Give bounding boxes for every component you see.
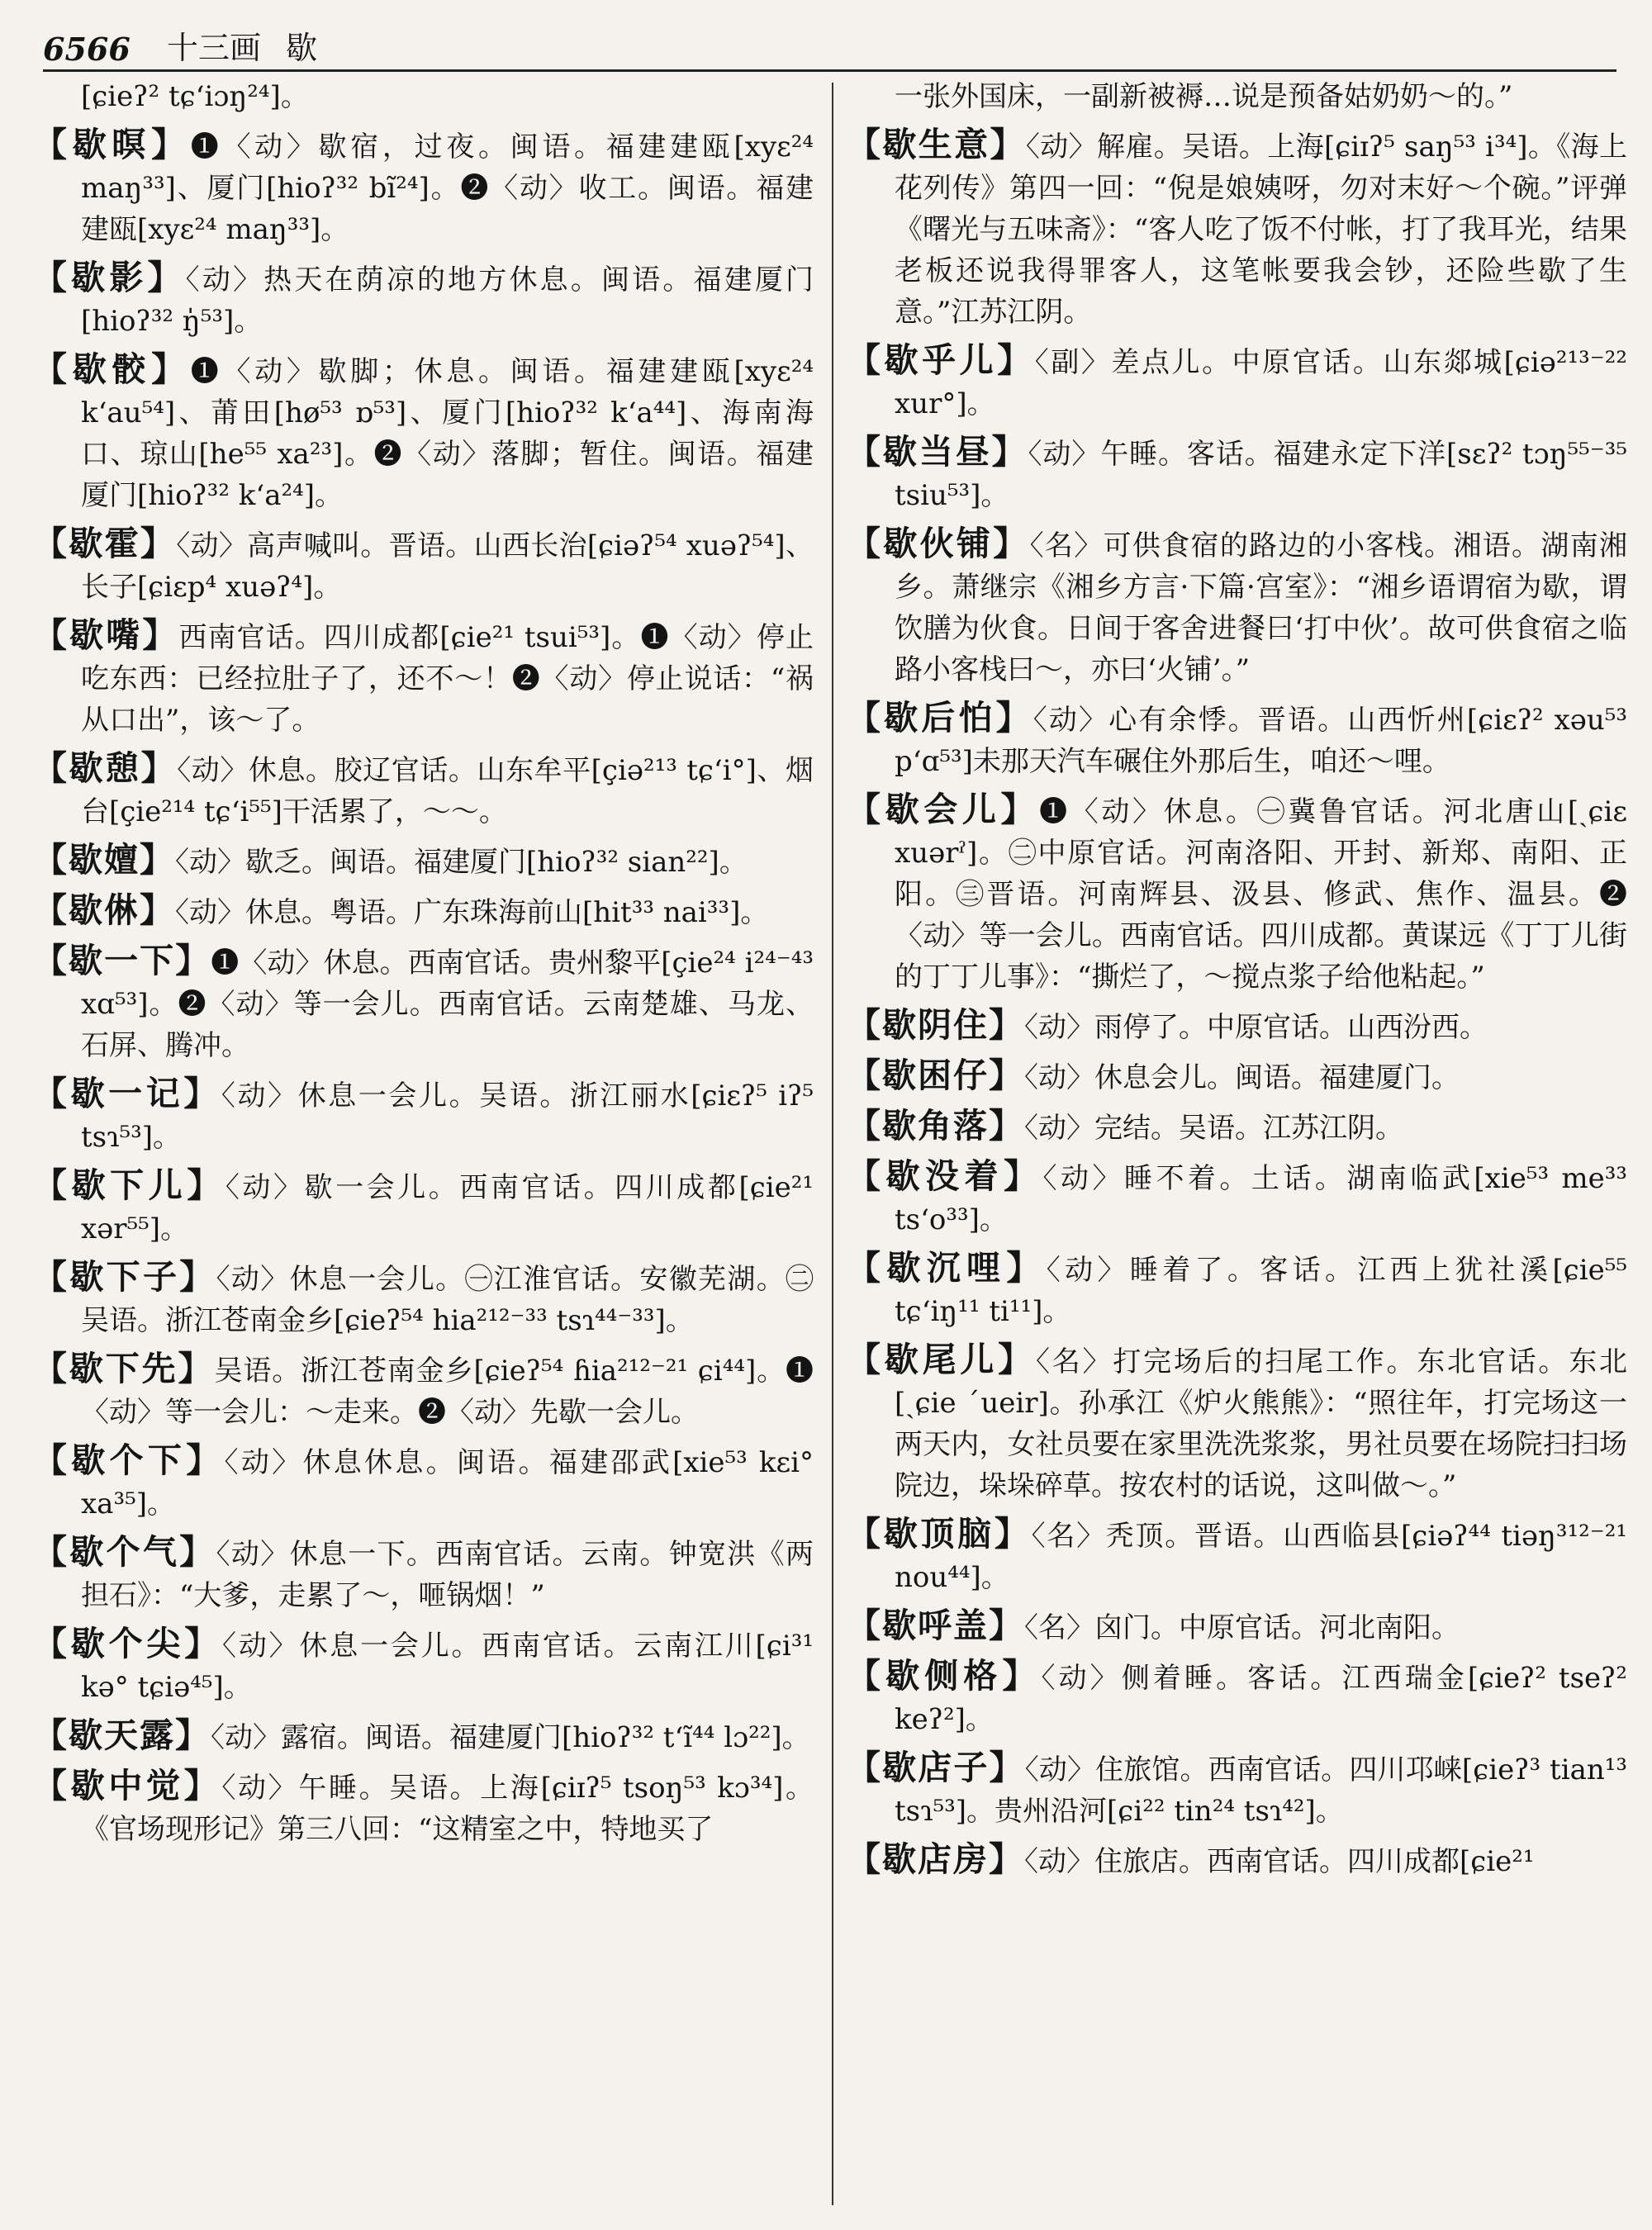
dictionary-entry: [847, 1605, 1627, 1649]
entry-headword: 【歇个尖】: [33, 1624, 223, 1663]
entry-definition: 〈动〉午睡。吴语。上海[ɕiɪʔ⁵ tsoŋ⁵³ kɔ³⁴]。《官场现形记》第三八回：“这精室之中，特地买了: [81, 1772, 814, 1846]
entry-definition: 〈动〉午睡。客话。福建永定下洋[sɛʔ² tɔŋ⁵⁵⁻³⁵ tsiu⁵³]。: [895, 438, 1628, 512]
entry-definition: 〈动〉住旅馆。西南官话。四川邛崃[ɕieʔ³ tian¹³ tsɿ⁵³]。贵州沿河[ɕi²² tin²⁴ tsɿ⁴²]。: [895, 1753, 1628, 1828]
entry-headword: 【歇嬗】: [33, 840, 175, 880]
dictionary-entry: [847, 1004, 1627, 1048]
entry-headword: 【歇影】: [33, 258, 186, 297]
entry-definition: 〈动〉休息。粤语。广东珠海前山[hit³³ nai³³]。: [175, 896, 769, 929]
entry-definition: 〈动〉睡着了。客话。江西上犹社溪[ɕie⁵⁵ tɕ‘iŋ¹¹ ti¹¹]。: [895, 1254, 1628, 1328]
entry-definition: ❶〈动〉歇宿，过夜。闽语。福建建瓯[xyɛ²⁴ maŋ³³]、厦门[hioʔ³² bĩ²⁴]。❷〈动〉收工。闽语。福建建瓯[xyɛ²⁴ maŋ³³]。: [81, 130, 814, 246]
entry-headword: 【歇个气】: [33, 1532, 216, 1572]
entry-headword: 【歇店房】: [847, 1839, 1024, 1879]
head-character: 歇: [286, 30, 318, 66]
dictionary-entry: [33, 1440, 814, 1525]
dictionary-entry: [847, 1155, 1627, 1241]
entry-definition: [ɕieʔ² tɕ‘iɔŋ²⁴]。: [81, 80, 309, 113]
dictionary-entry: [33, 124, 814, 250]
header-rule: [43, 69, 1616, 72]
entry-definition: 〈动〉侧着睡。客话。江西瑞金[ɕieʔ² tseʔ² keʔ²]。: [895, 1662, 1627, 1736]
dictionary-entry: [847, 1105, 1627, 1149]
entry-headword: 【歇下子】: [33, 1257, 216, 1297]
dictionary-entry: [33, 257, 814, 342]
dictionary-entry: [847, 1247, 1627, 1332]
dictionary-entry: [33, 1765, 814, 1850]
entry-headword: 【歇尾儿】: [847, 1340, 1036, 1379]
entry-definition: 西南官话。四川成都[ɕie²¹ tsui⁵³]。❶〈动〉停止吃东西：已经拉肚子了，还不～！❷〈动〉停止说话：“祸从口出”，该～了。: [81, 621, 814, 737]
entry-definition: 〈动〉睡不着。土话。湖南临武[xie⁵³ me³³ ts‘o³³]。: [895, 1162, 1627, 1236]
dictionary-entry: [33, 839, 814, 883]
entry-definition: ❶〈动〉休息。西南官话。贵州黎平[çie²⁴ i²⁴⁻⁴³ xɑ⁵³]。❷〈动〉等一会儿。西南官话。云南楚雄、马龙、石屏、腾冲。: [81, 947, 814, 1062]
entry-definition: 〈名〉秃顶。晋语。山西临县[ɕiəʔ⁴⁴ tiəŋ³¹²⁻²¹ nou⁴⁴]。: [895, 1520, 1628, 1594]
entry-headword: 【歇当昼】: [847, 432, 1028, 472]
left-column: [33, 76, 814, 1857]
dictionary-entry: [847, 1513, 1627, 1598]
dictionary-entry: [33, 747, 814, 833]
dictionary-entry: [847, 523, 1627, 690]
entry-definition: 〈动〉心有余悸。晋语。山西忻州[ɕiɛʔ² xəu⁵³ p‘ɑ⁵³]未那天汽车碾住外那后生，咱还～哩。: [895, 704, 1627, 778]
dictionary-entry: [847, 1339, 1627, 1506]
entry-definition: 〈动〉高声喊叫。晋语。山西长治[ɕiəʔ⁵⁴ xuəʔ⁵⁴]、长子[ɕiɛp⁴ xuəʔ⁴]。: [81, 529, 814, 604]
entry-headword: 【歇伙铺】: [847, 524, 1030, 563]
dictionary-entry: [33, 614, 814, 741]
entry-headword: 【歇乎儿】: [847, 340, 1035, 380]
dictionary-entry: [33, 523, 814, 608]
dictionary-entry: [847, 1839, 1627, 1882]
entry-headword: 【歇骹】: [33, 349, 191, 389]
dictionary-entry: [33, 1715, 814, 1758]
entry-definition: 〈动〉休息一会儿。吴语。浙江丽水[ɕiɛʔ⁵ iʔ⁵ tsɿ⁵³]。: [81, 1079, 814, 1154]
entry-headword: 【歇霍】: [33, 524, 177, 563]
dictionary-entry: [847, 339, 1627, 425]
entry-headword: 【歇中觉】: [33, 1766, 222, 1805]
entry-definition: 〈名〉打完场后的扫尾工作。东北官话。东北[ˏɕie ˊueir]。孙承江《炉火熊熊》：“照往年，打完场这一两天内，女社员要在家里洗洗浆浆，男社员要在场院扫扫场院边，垛垛碎草。按农村的话说，这叫做～。”: [895, 1345, 1628, 1502]
entry-definition: ❶〈动〉歇脚；休息。闽语。福建建瓯[xyɛ²⁴ k‘au⁵⁴]、莆田[hø⁵³ ɒ⁵³]、厦门[hioʔ³² k‘a⁴⁴]、海南海口、琼山[he⁵⁵ xa²³]。❷〈动〉落脚；暂住。闽语。福建厦门[hioʔ³² k‘a²⁴]。: [81, 355, 814, 512]
dictionary-entry: [33, 76, 814, 117]
entry-definition: 〈动〉休息休息。闽语。福建邵武[xie⁵³ kɛi° xa³⁵]。: [81, 1446, 814, 1521]
entry-headword: 【歇困仔】: [847, 1056, 1024, 1095]
dictionary-entry: [847, 76, 1627, 117]
entry-definition: 〈动〉休息一下。西南官话。云南。钟宽洪《两担石》：“大爹，走累了～，咂锅烟！”: [81, 1538, 814, 1612]
entry-definition: 〈动〉休息。胶辽官话。山东牟平[çiə²¹³ tɕ‘i°]、烟台[çie²¹⁴ tɕ‘i⁵⁵]干活累了，～～。: [81, 754, 814, 828]
entry-headword: 【歇生意】: [847, 125, 1026, 164]
entry-headword: 【歇个下】: [33, 1440, 225, 1480]
entry-headword: 【歇下先】: [33, 1349, 215, 1388]
entry-headword: 【歇后怕】: [847, 698, 1033, 738]
entry-definition: 〈动〉热天在荫凉的地方休息。闽语。福建厦门[hioʔ³² ŋ̍⁵³]。: [81, 263, 814, 338]
entry-headword: 【歇没着】: [847, 1156, 1043, 1196]
entry-definition: 〈副〉差点儿。中原官话。山东郯城[ɕiə²¹³⁻²² xur°]。: [895, 346, 1627, 420]
column-divider: [832, 83, 833, 2205]
entry-definition: 〈动〉住旅店。西南官话。四川成都[ɕie²¹: [1024, 1845, 1535, 1878]
entry-headword: 【歇下儿】: [33, 1165, 225, 1205]
entry-definition: 〈动〉解雇。吴语。上海[ɕiɪʔ⁵ saŋ⁵³ i³⁴]。《海上花列传》第四一回：“倪是娘姨呀，勿对末好～个碗。”评弹《曙光与五味斋》：“客人吃了饭不付帐，打了我耳光，结果老板还说我得罪客人，这笔帐要我会钞，还险些歇了生意。”江苏江阴。: [895, 130, 1628, 329]
entry-headword: 【歇暝】: [33, 125, 191, 164]
entry-headword: 【歇阴住】: [847, 1005, 1024, 1045]
dictionary-entry: [33, 349, 814, 516]
entry-headword: 【歇㑣】: [33, 890, 175, 930]
dictionary-entry: [33, 1348, 814, 1433]
page-number: 6566: [43, 31, 131, 68]
dictionary-entry: [847, 431, 1627, 516]
section-label: 十三画: [167, 30, 262, 66]
entry-definition: 〈动〉雨停了。中原官话。山西汾西。: [1024, 1011, 1488, 1044]
entry-headword: 【歇天露】: [33, 1715, 211, 1755]
entry-definition: 〈动〉歇一会儿。西南官话。四川成都[ɕie²¹ xər⁵⁵]。: [81, 1171, 814, 1245]
entry-headword: 【歇顶脑】: [847, 1514, 1032, 1554]
entry-definition: 〈动〉歇乏。闽语。福建厦门[hioʔ³² sian²²]。: [175, 846, 748, 879]
entry-headword: 【歇嘴】: [33, 615, 179, 655]
dictionary-entry: [33, 1073, 814, 1158]
entry-headword: 【歇角落】: [847, 1106, 1024, 1146]
entry-headword: 【歇憩】: [33, 748, 178, 788]
entry-definition: 吴语。浙江苍南金乡[ɕieʔ⁵⁴ ɦia²¹²⁻²¹ ɕi⁴⁴]。❶〈动〉等一会儿：～走来。❷〈动〉先歇一会儿。: [81, 1355, 814, 1429]
entry-definition: 〈动〉完结。吴语。江苏江阴。: [1024, 1112, 1403, 1145]
dictionary-entry: [33, 1256, 814, 1341]
dictionary-entry: [33, 1165, 814, 1250]
entry-definition: 〈名〉囟门。中原官话。河北南阳。: [1024, 1611, 1460, 1644]
entry-definition: 一张外国床，一副新被褥…说是预备姑奶奶～的。”: [895, 80, 1513, 113]
entry-headword: 【歇店子】: [847, 1748, 1025, 1787]
entry-definition: 〈动〉休息会儿。闽语。福建厦门。: [1024, 1061, 1460, 1094]
entry-headword: 【歇侧格】: [847, 1656, 1042, 1696]
entry-headword: 【歇沉哩】: [847, 1248, 1047, 1288]
dictionary-entry: [847, 697, 1627, 782]
dictionary-entry: [847, 1747, 1627, 1832]
dictionary-entry: [33, 940, 814, 1066]
entry-headword: 【歇呼盖】: [847, 1606, 1024, 1645]
entry-definition: 〈动〉露宿。闽语。福建厦门[hioʔ³² t‘ĩ⁴⁴ lɔ²²]。: [211, 1721, 810, 1754]
dictionary-entry: [847, 124, 1627, 333]
entry-headword: 【歇一下】: [33, 941, 211, 980]
page-header: [43, 21, 1616, 68]
entry-headword: 【歇会儿】: [847, 790, 1040, 829]
entry-definition: 〈动〉休息一会儿。㊀江淮官话。安徽芜湖。㊁吴语。浙江苍南金乡[ɕieʔ⁵⁴ hia²¹²⁻³³ tsɿ⁴⁴⁻³³]。: [81, 1263, 814, 1337]
dictionary-entry: [847, 1655, 1627, 1740]
dictionary-entry: [33, 890, 814, 933]
entry-definition: 〈名〉可供食宿的路边的小客栈。湘语。湖南湘乡。萧继宗《湘乡方言·下篇·宫室》：“湘乡语谓宿为歇，谓饮膳为伙食。日间于客舍进餐曰‘打中伙’。故可供食宿之临路小客栈曰～，亦曰‘火铺’。”: [895, 529, 1628, 686]
dictionary-entry: [33, 1531, 814, 1616]
dictionary-entry: [33, 1623, 814, 1708]
right-column: [847, 76, 1627, 1889]
dictionary-entry: [847, 789, 1627, 998]
entry-definition: 〈动〉休息一会儿。西南官话。云南江川[ɕi³¹ kə° tɕiə⁴⁵]。: [81, 1630, 814, 1704]
dictionary-entry: [847, 1055, 1627, 1098]
entry-headword: 【歇一记】: [33, 1074, 221, 1113]
entry-definition: ❶〈动〉休息。㊀冀鲁官话。河北唐山[ˏɕiɛ xuərˀ]。㊁中原官话。河南洛阳、开封、新郑、南阳、正阳。㊂晋语。河南辉县、汲县、修武、焦作、温县。❷〈动〉等一会儿。西南官话。四川成都。黄谋远《丁丁儿街的丁丁儿事》：“撕烂了，～搅点浆子给他粘起。”: [895, 795, 1627, 994]
